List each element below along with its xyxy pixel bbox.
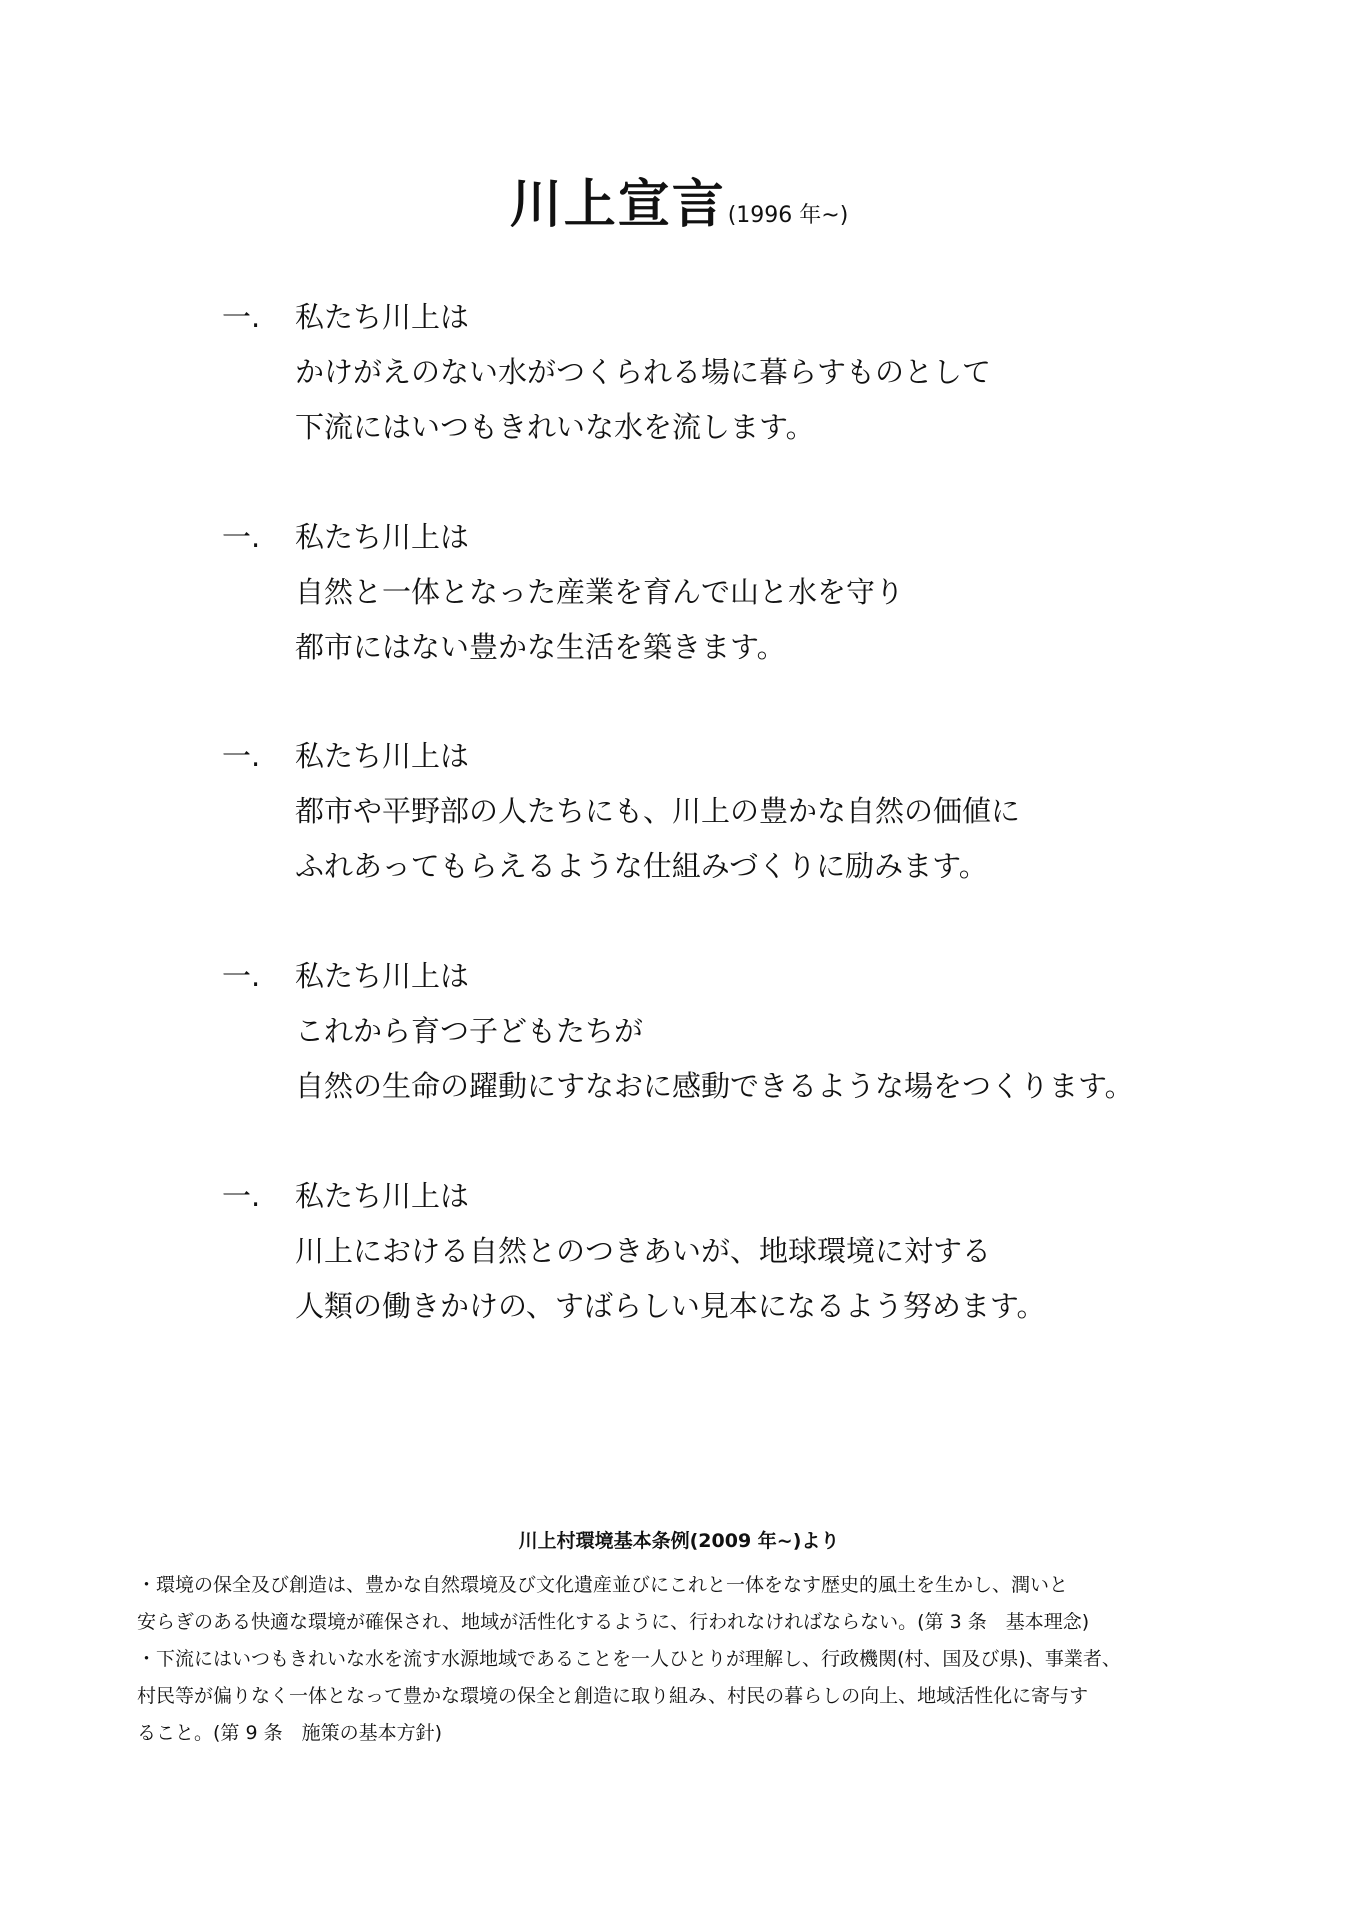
title-main: 川上宣言 <box>509 175 726 235</box>
declaration-line: これから育つ子どもたちが <box>295 1014 644 1048</box>
declaration-line: 私たち川上は <box>295 520 470 554</box>
ordinance-line: ・環境の保全及び創造は、豊かな自然環境及び文化遺産並びにこれと一体をなす歴史的風土を生かし、潤いと <box>137 1574 1069 1596</box>
title-year: (1996 年~) <box>727 203 849 228</box>
declaration-marker: 一. <box>222 1179 261 1213</box>
declaration-marker: 一. <box>222 300 261 334</box>
declaration-line: 私たち川上は <box>295 300 470 334</box>
ordinance-article-3 <box>137 1567 1257 1641</box>
ordinance-line: 村民等が偏りなく一体となって豊かな環境の保全と創造に取り組み、村民の暮らしの向上、地域活性化に寄与す <box>137 1685 1089 1707</box>
declaration-line: 都市や平野部の人たちにも、川上の豊かな自然の価値に <box>295 794 1021 828</box>
declaration-line: 下流にはいつもきれいな水を流します。 <box>295 410 815 444</box>
declaration-line: 私たち川上は <box>295 959 470 993</box>
ordinance-line: ること。(第 9 条 施策の基本方針) <box>137 1722 442 1744</box>
ordinance-article-9 <box>137 1641 1257 1752</box>
page-title <box>0 162 1358 237</box>
declaration-line: 人類の働きかけの、すばらしい見本になるよう努めます。 <box>295 1289 1046 1323</box>
declaration-marker: 一. <box>222 959 261 993</box>
declaration-line: 都市にはない豊かな生活を築きます。 <box>295 630 786 664</box>
ordinance-line: ・下流にはいつもきれいな水を流す水源地域であることを一人ひとりが理解し、行政機関(村、国及び県)、事業者、 <box>137 1648 1121 1670</box>
declaration-line: 私たち川上は <box>295 739 470 773</box>
ordinance-heading: 川上村環境基本条例(2009 年~)より <box>518 1530 840 1552</box>
ordinance-line: 安らぎのある快適な環境が確保され、地域が活性化するように、行われなければならない。(第 3 条 基本理念) <box>137 1611 1090 1633</box>
declaration-line: 私たち川上は <box>295 1179 470 1213</box>
declaration-marker: 一. <box>222 739 261 773</box>
declaration-line: 自然の生命の躍動にすなおに感動できるような場をつくります。 <box>295 1069 1134 1103</box>
declaration-line: かけがえのない水がつくられる場に暮らすものとして <box>295 355 992 389</box>
declaration-line: 自然と一体となった産業を育んで山と水を守り <box>295 575 905 609</box>
declaration-line: 川上における自然とのつきあいが、地球環境に対する <box>295 1234 992 1268</box>
declaration-line: ふれあってもらえるような仕組みづくりに励みます。 <box>295 849 988 883</box>
declaration-marker: 一. <box>222 520 261 554</box>
